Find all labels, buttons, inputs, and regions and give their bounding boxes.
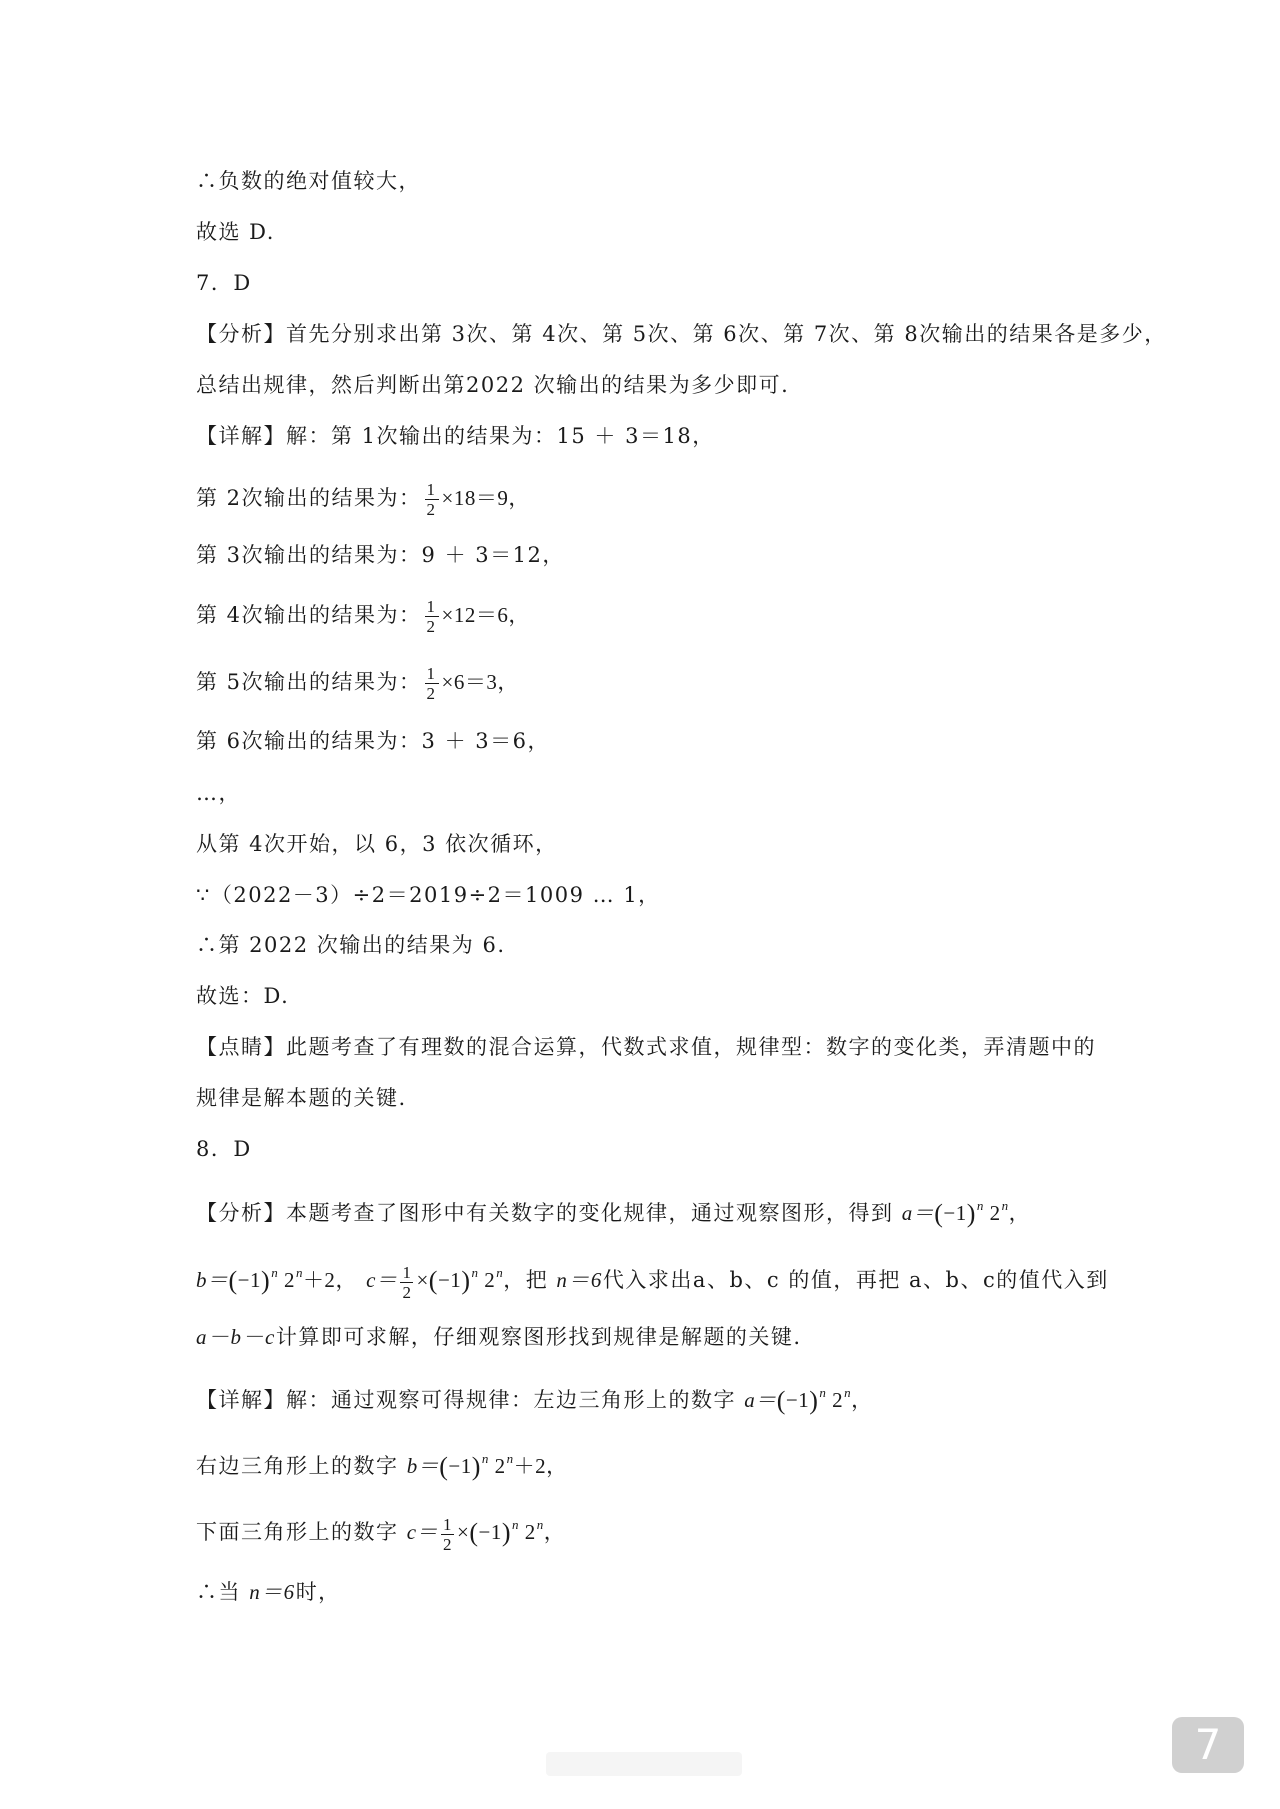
text-line: [196, 726, 550, 756]
ellipsis-line: [196, 778, 241, 808]
text-line: [196, 217, 275, 247]
line-text: 代入求出a、b、c 的值，再把 a、b、c的值代入到: [602, 1268, 1109, 1292]
text-line: [196, 880, 661, 910]
text-line-formula: [196, 1577, 341, 1607]
line-text: 第 5次输出的结果为：: [196, 670, 422, 694]
text-line-fraction: [196, 597, 530, 636]
line-text: 故选 D.: [196, 220, 275, 244]
line-text: 规律是解本题的关键.: [196, 1086, 407, 1110]
line-text: ∵（2022－3）÷2＝2019÷2＝1009 … 1，: [196, 883, 661, 907]
line-text: 第 4次输出的结果为：: [196, 603, 422, 627]
line-text: ∴当: [196, 1580, 250, 1604]
formula-a: $a=(-1)^n$ 2$^n$: [744, 1385, 852, 1415]
fraction-half: $\frac{1}{2}$: [402, 1262, 412, 1302]
line-text: 【详解】解：通过观察可得规律：左边三角形上的数字: [196, 1388, 745, 1412]
line-text: ×6＝3，: [441, 670, 519, 694]
formula-abc: a－b－c: [196, 1325, 276, 1349]
line-text: 右边三角形上的数字: [196, 1454, 407, 1478]
text-line: [196, 540, 565, 570]
formula-n-6: n＝6: [556, 1268, 603, 1292]
text-line: [196, 1083, 407, 1113]
fraction-half: $\frac{1}{2}$: [426, 597, 437, 636]
formula-c: c＝ $\frac{1}{2}$ $\times(-1)^n$ 2$^n$: [406, 1514, 544, 1554]
remark-heading-7: [196, 1032, 1096, 1062]
formula-b: $b=(-1)^n$ $2^n+2$: [196, 1265, 336, 1295]
text-line: [196, 166, 421, 196]
line-text: 7．D: [196, 271, 252, 295]
line-text: 【分析】本题考查了图形中有关数字的变化规律，通过观察图形，得到: [196, 1201, 902, 1225]
fraction-half: $\frac{1}{2}$: [426, 664, 437, 703]
line-text: 8．D: [196, 1137, 252, 1161]
line-text: …，: [196, 781, 241, 805]
line-text: 第 2次输出的结果为：: [196, 486, 422, 510]
formula-a: $a=(-1)^n$ 2$^n$: [901, 1198, 1009, 1228]
text-line: [196, 981, 289, 1011]
formula-n-6: n＝6: [249, 1580, 296, 1604]
page-number-badge: 7: [1172, 1717, 1244, 1773]
text-line-formula: 下面三角形上的数字 c＝ $\frac{1}{2}$ $\times(-1)^n$ 2$^n$，: [196, 1514, 567, 1554]
watermark: [546, 1752, 742, 1776]
line-text: ∴负数的绝对值较大，: [196, 169, 421, 193]
line-text: 第 6次输出的结果为：3 ＋ 3＝6，: [196, 729, 550, 753]
text-line: [196, 930, 506, 960]
fraction-half: $\frac{1}{2}$: [426, 480, 437, 519]
text-line-formula: [196, 1322, 802, 1352]
question-8-answer: [196, 1134, 252, 1164]
solution-heading-7: [196, 421, 715, 451]
question-7-answer: [196, 268, 252, 298]
text-line-fraction: [196, 480, 530, 519]
line-text: 【详解】解：第 1次输出的结果为：15 ＋ 3＝18，: [196, 424, 715, 448]
line-text: 【分析】首先分别求出第 3次、第 4次、第 5次、第 6次、第 7次、第 8次输出的结果各是多少，: [196, 322, 1167, 346]
text-line-formula: 右边三角形上的数字 $b=(-1)^n$ $2^n+2$，: [196, 1451, 569, 1481]
line-text: 计算即可求解，仔细观察图形找到规律是解题的关键.: [275, 1325, 802, 1349]
text-line: [196, 829, 558, 859]
text-line-fraction: [196, 664, 519, 703]
formula-c: c＝ $\frac{1}{2}$ $\times(-1)^n$ 2$^n$: [366, 1262, 504, 1302]
line-text: 故选：D.: [196, 984, 290, 1008]
text-line: [196, 370, 789, 400]
analysis-heading-7: [196, 319, 1167, 349]
line-text: 从第 4次开始，以 6，3 依次循环，: [196, 832, 558, 856]
line-text: 时，: [295, 1580, 341, 1604]
line-text: ×18＝9，: [441, 486, 530, 510]
line-text: 下面三角形上的数字: [196, 1520, 407, 1544]
line-text: 【点睛】此题考查了有理数的混合运算，代数式求值，规律型：数字的变化类，弄清题中的: [196, 1035, 1096, 1059]
text-line-formula: $b=(-1)^n$ $2^n+2$， c＝ $\frac{1}{2}$ $\times(-1)^n$ 2$^n$，把 n＝6代入求出a、b、c 的值，再把 a、b、c的值代入到: [196, 1262, 1109, 1302]
line-text: 总结出规律，然后判断出第2022 次输出的结果为多少即可.: [196, 373, 790, 397]
formula-b: $b=(-1)^n$ $2^n+2$: [406, 1451, 547, 1481]
solution-heading-8: 【详解】解：通过观察可得规律：左边三角形上的数字 $a=(-1)^n$ 2$^n$，: [196, 1385, 874, 1415]
line-text: ∴第 2022 次输出的结果为 6.: [196, 933, 506, 957]
fraction-half: $\frac{1}{2}$: [443, 1514, 453, 1554]
line-text: ×12＝6，: [441, 603, 530, 627]
line-text: ，把: [503, 1268, 557, 1292]
line-text: 第 3次输出的结果为：9 ＋ 3＝12，: [196, 543, 565, 567]
analysis-heading-8: 【分析】本题考查了图形中有关数字的变化规律，通过观察图形，得到 $a=(-1)^n$ 2$^n$，: [196, 1198, 1032, 1228]
